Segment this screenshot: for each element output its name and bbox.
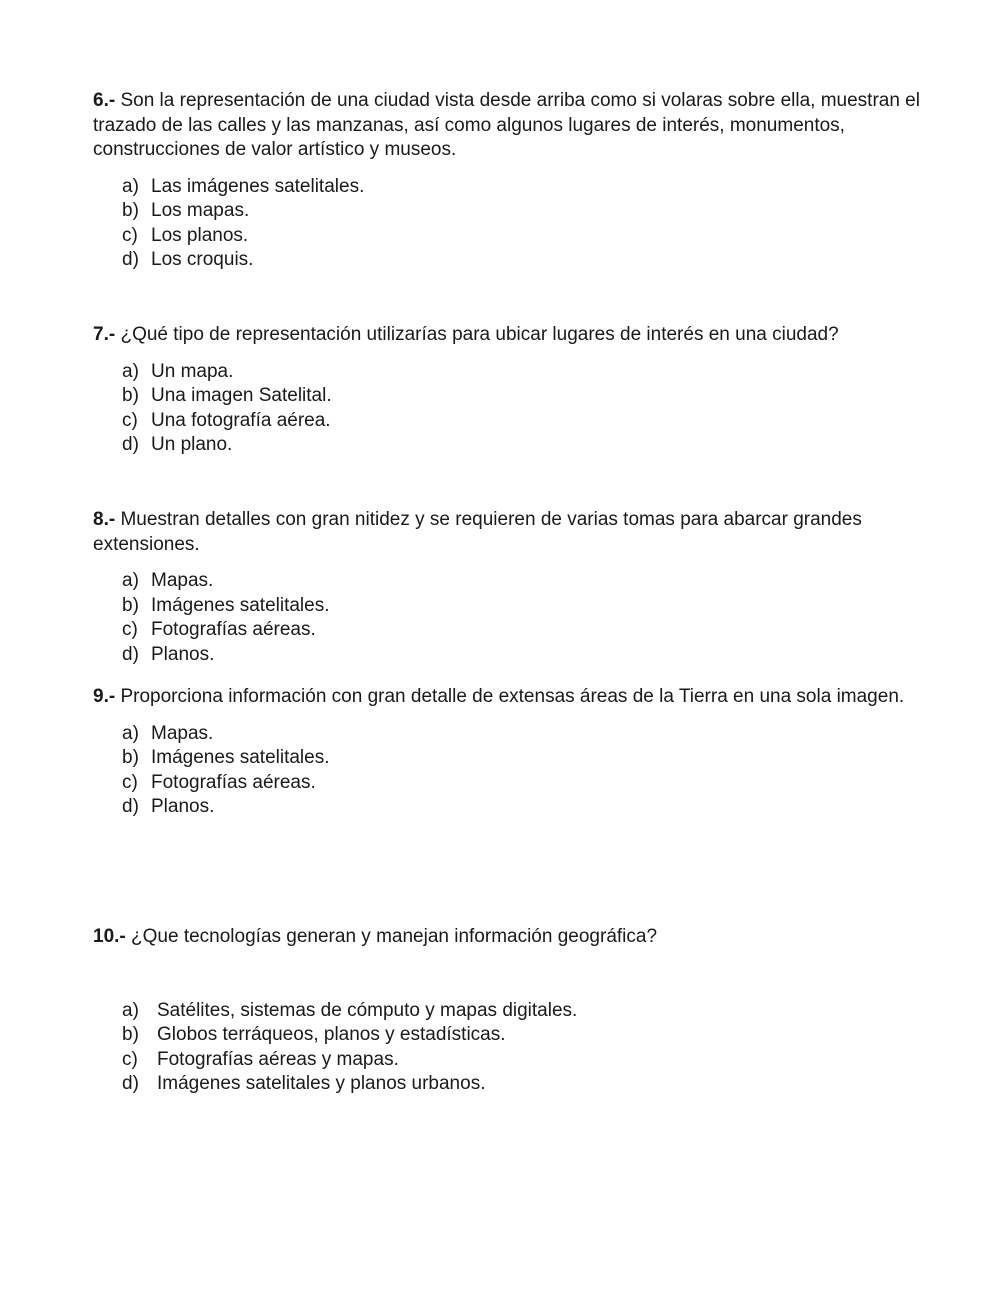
- option-text: Los croquis.: [151, 249, 254, 270]
- option-text: Una fotografía aérea.: [151, 409, 331, 431]
- option-text: Un plano.: [151, 434, 233, 455]
- question-number: 7.-: [93, 324, 116, 345]
- option-text: Los planos.: [151, 224, 249, 246]
- option-text: Imágenes satelitales.: [151, 747, 330, 768]
- question-text: Proporciona información con gran detalle de extensas áreas de la Tierra en una sola imagen.: [115, 686, 905, 707]
- option-letter: a): [122, 360, 139, 382]
- answer-option-d[interactable]: [93, 795, 923, 820]
- option-text: Satélites, sistemas de cómputo y mapas digitales.: [157, 999, 578, 1021]
- answer-option-a[interactable]: [93, 999, 923, 1024]
- option-text: Globos terráqueos, planos y estadísticas.: [157, 1024, 506, 1045]
- option-letter: a): [122, 722, 139, 744]
- option-letter: c): [122, 1048, 138, 1070]
- option-letter: c): [122, 771, 138, 793]
- answer-options: [93, 999, 923, 1097]
- question-8: [93, 508, 923, 667]
- answer-option-b[interactable]: [93, 384, 923, 409]
- option-text: Un mapa.: [151, 360, 234, 382]
- answer-option-b[interactable]: [93, 1023, 923, 1048]
- answer-option-a[interactable]: [93, 722, 923, 747]
- answer-options: [93, 569, 923, 667]
- question-6: [93, 89, 923, 273]
- option-letter: d): [122, 249, 139, 270]
- question-number: 6.-: [93, 90, 116, 111]
- option-text: Imágenes satelitales y planos urbanos.: [157, 1073, 486, 1094]
- question-7: [93, 323, 923, 458]
- answer-option-c[interactable]: [93, 224, 923, 249]
- option-letter: a): [122, 999, 139, 1021]
- option-text: Las imágenes satelitales.: [151, 175, 365, 197]
- question-stem: [93, 685, 923, 710]
- question-text: ¿Que tecnologías generan y manejan información geográfica?: [125, 926, 658, 947]
- question-stem: [93, 508, 923, 557]
- option-text: Fotografías aéreas.: [151, 619, 316, 640]
- option-text: Imágenes satelitales.: [151, 594, 330, 616]
- question-number: 10.-: [93, 926, 126, 947]
- option-letter: c): [122, 224, 138, 246]
- option-letter: b): [122, 594, 139, 616]
- answer-option-b[interactable]: [93, 199, 923, 224]
- option-letter: a): [122, 570, 139, 591]
- option-letter: d): [122, 796, 139, 817]
- answer-option-a[interactable]: [93, 360, 923, 385]
- answer-option-b[interactable]: [93, 746, 923, 771]
- option-letter: d): [122, 434, 139, 455]
- option-text: Una imagen Satelital.: [151, 385, 332, 406]
- question-number: 9.-: [93, 686, 116, 707]
- answer-option-d[interactable]: [93, 643, 923, 668]
- option-letter: d): [122, 1073, 139, 1094]
- answer-option-d[interactable]: [93, 1072, 923, 1097]
- option-text: Mapas.: [151, 722, 214, 744]
- question-stem: [93, 925, 923, 950]
- answer-option-d[interactable]: [93, 433, 923, 458]
- question-number: 8.-: [93, 509, 116, 530]
- option-text: Los mapas.: [151, 200, 250, 221]
- question-text: Muestran detalles con gran nitidez y se requieren de varias tomas para abarcar grandes extensiones.: [93, 509, 862, 555]
- answer-option-b[interactable]: [93, 594, 923, 619]
- option-letter: b): [122, 1024, 139, 1045]
- option-letter: d): [122, 643, 139, 665]
- option-text: Fotografías aéreas y mapas.: [157, 1048, 399, 1070]
- question-text: Son la representación de una ciudad vista desde arriba como si volaras sobre ella, muestran el trazado de las calles y las manzanas, así como algunos lugares de interés, monumentos, construcciones de valor artístico y museos.: [93, 90, 920, 160]
- question-9: [93, 685, 923, 820]
- answer-option-a[interactable]: [93, 175, 923, 200]
- answer-option-a[interactable]: [93, 569, 923, 594]
- option-letter: a): [122, 175, 139, 197]
- question-text: ¿Qué tipo de representación utilizarías para ubicar lugares de interés en una ciudad?: [115, 324, 839, 345]
- option-text: Planos.: [151, 643, 215, 665]
- answer-options: [93, 722, 923, 820]
- option-text: Planos.: [151, 796, 215, 817]
- option-text: Fotografías aéreas.: [151, 771, 316, 793]
- question-stem: [93, 323, 923, 348]
- answer-option-c[interactable]: [93, 618, 923, 643]
- question-10: [93, 925, 923, 1097]
- answer-option-c[interactable]: [93, 409, 923, 434]
- option-text: Mapas.: [151, 570, 214, 591]
- option-letter: c): [122, 619, 138, 640]
- answer-option-c[interactable]: [93, 771, 923, 796]
- answer-option-c[interactable]: [93, 1048, 923, 1073]
- option-letter: b): [122, 200, 139, 221]
- answer-options: [93, 175, 923, 273]
- answer-options: [93, 360, 923, 458]
- option-letter: b): [122, 747, 139, 768]
- option-letter: c): [122, 409, 138, 431]
- option-letter: b): [122, 385, 139, 406]
- question-stem: [93, 89, 923, 163]
- answer-option-d[interactable]: [93, 248, 923, 273]
